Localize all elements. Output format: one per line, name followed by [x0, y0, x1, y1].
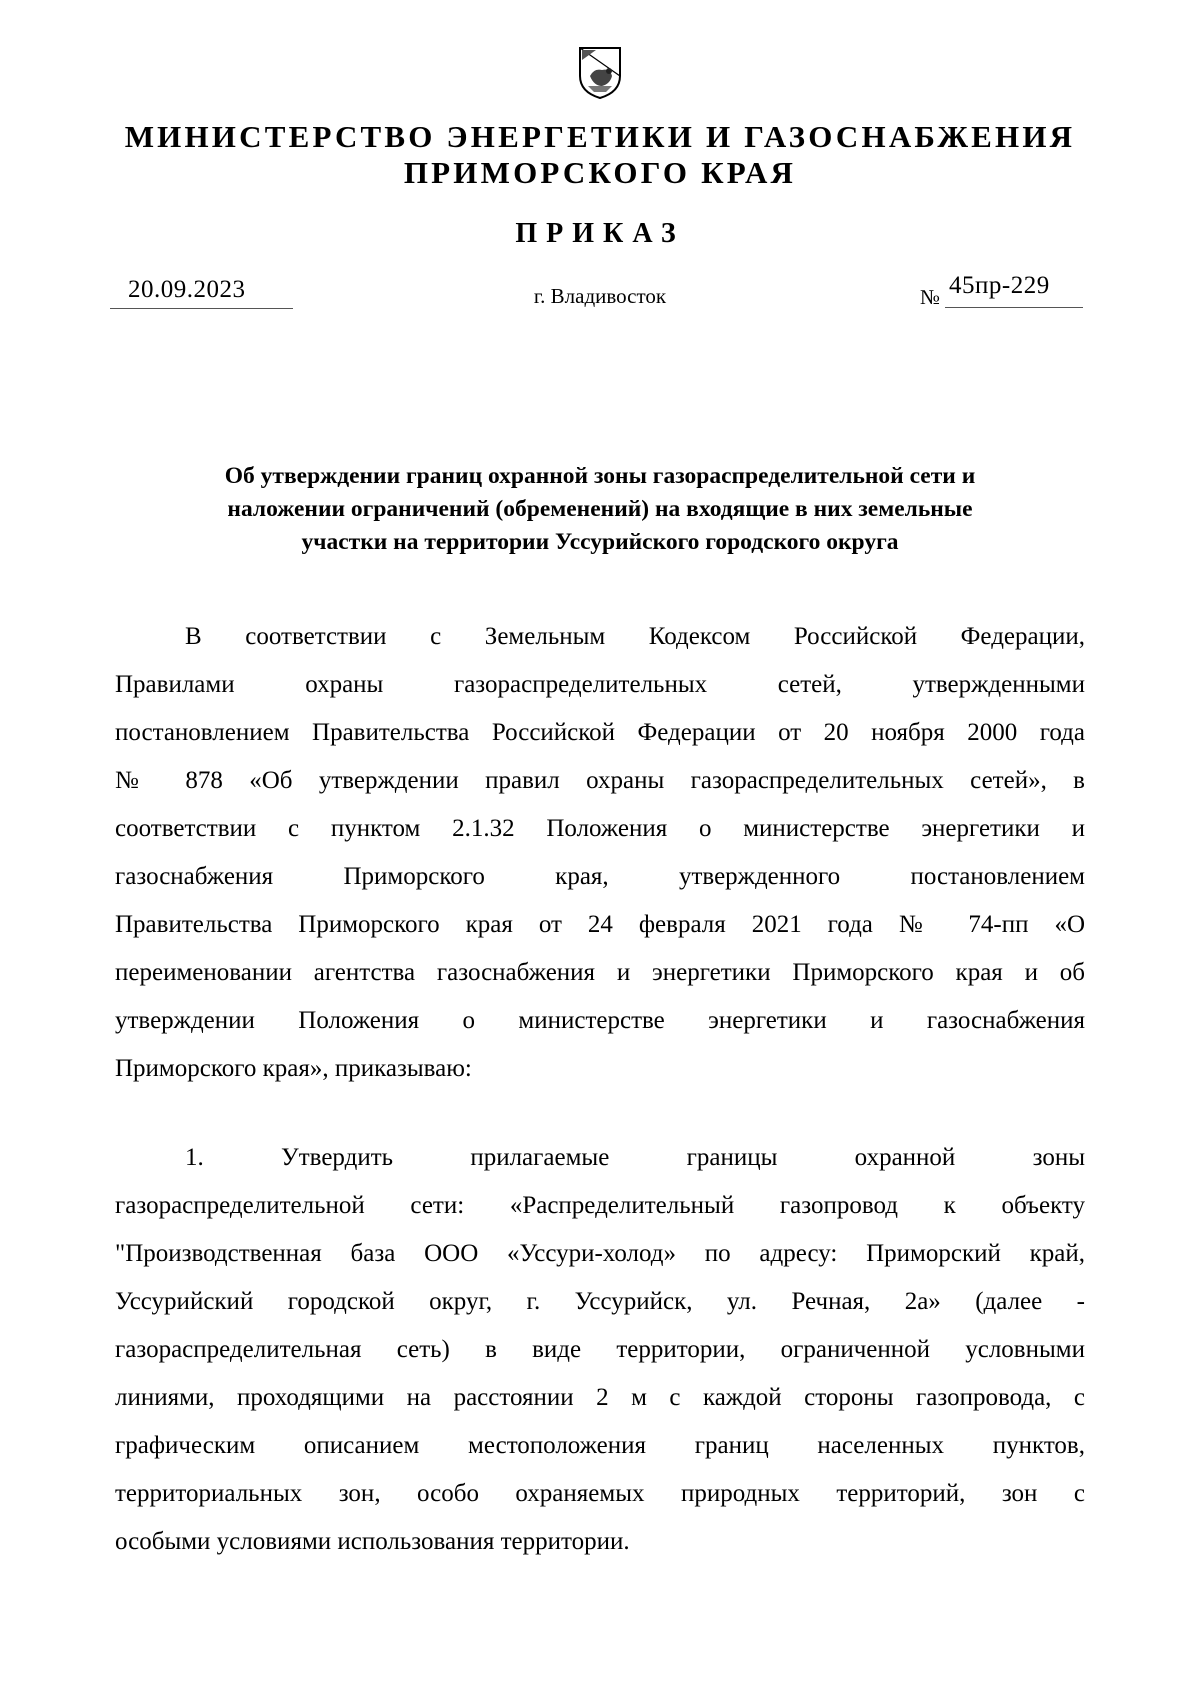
- text-line: линиями, проходящими на расстоянии 2 м с каждой стороны газопровода, с: [115, 1384, 1085, 1411]
- text-line: газораспределительной сети: «Распределительный газопровод к объекту: [115, 1192, 1085, 1219]
- order-subject: [130, 460, 1070, 559]
- order-date: 20.09.2023: [128, 276, 246, 303]
- text-line: 1. Утвердить прилагаемые границы охранной зоны: [185, 1144, 1085, 1171]
- text-line: соответствии с пунктом 2.1.32 Положения о министерстве энергетики и: [115, 815, 1085, 842]
- body-paragraph-item-1: [115, 1134, 1085, 1566]
- text-line: газоснабжения Приморского края, утвержденного постановлением: [115, 863, 1085, 890]
- ministry-name-line2: ПРИМОРСКОГО КРАЯ: [403, 155, 797, 190]
- text-line: Правилами охраны газораспределительных сетей, утвержденными: [115, 671, 1085, 698]
- text-line: территориальных зон, особо охраняемых природных территорий, зон с: [115, 1480, 1085, 1507]
- order-city: г. Владивосток: [533, 284, 667, 308]
- text-line: № 878 «Об утверждении правил охраны газораспределительных сетей», в: [115, 767, 1085, 794]
- body-paragraph-preamble: [115, 613, 1085, 1093]
- text-line: утверждении Положения о министерстве энергетики и газоснабжения: [115, 1007, 1085, 1034]
- ministry-name-line1: МИНИСТЕРСТВО ЭНЕРГЕТИКИ И ГАЗОСНАБЖЕНИЯ: [124, 119, 1076, 154]
- text-line: постановлением Правительства Российской Федерации от 20 ноября 2000 года: [115, 719, 1085, 746]
- text-line: особыми условиями использования территории.: [115, 1528, 630, 1555]
- text-line: "Производственная база ООО «Уссури-холод» по адресу: Приморский край,: [115, 1240, 1085, 1267]
- text-line: В соответствии с Земельным Кодексом Российской Федерации,: [185, 623, 1085, 650]
- order-number: 45пр-229: [949, 272, 1050, 299]
- subject-line: наложении ограничений (обременений) на входящие в них земельные: [227, 496, 973, 522]
- number-sign: №: [920, 285, 941, 309]
- text-line: переименовании агентства газоснабжения и энергетики Приморского края и об: [115, 959, 1085, 986]
- text-line: Приморского края», приказываю:: [115, 1055, 472, 1082]
- primorsky-krai-coat-of-arms-icon: [576, 46, 624, 100]
- text-line: Правительства Приморского края от 24 февраля 2021 года № 74-пп «О: [115, 911, 1085, 938]
- number-underline: [945, 307, 1083, 308]
- text-line: графическим описанием местоположения границ населенных пунктов,: [115, 1432, 1085, 1459]
- subject-line: Об утверждении границ охранной зоны газораспределительной сети и: [224, 463, 976, 489]
- text-line: Уссурийский городской округ, г. Уссурийск, ул. Речная, 2а» (далее -: [115, 1288, 1085, 1315]
- subject-line: участки на территории Уссурийского городского округа: [301, 529, 899, 555]
- document-type-title: ПРИКАЗ: [515, 218, 685, 249]
- text-line: газораспределительная сеть) в виде территории, ограниченной условными: [115, 1336, 1085, 1363]
